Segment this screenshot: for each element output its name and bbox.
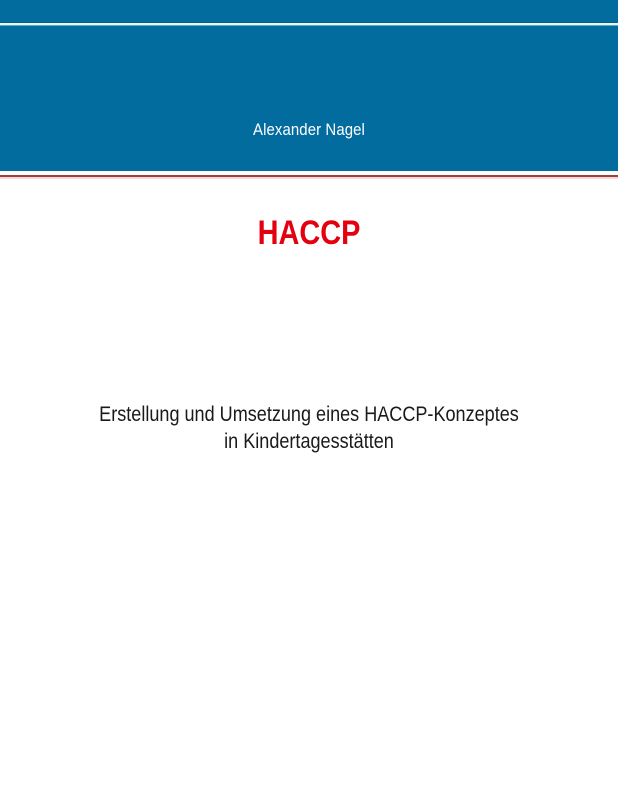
- book-title: HACCP: [257, 214, 361, 252]
- book-subtitle: [43, 401, 574, 455]
- header-rule: [0, 22, 618, 25]
- subtitle-line-1: Erstellung und Umsetzung eines HACCP-Konzeptes: [99, 403, 519, 426]
- separator-rule: [0, 175, 618, 177]
- subtitle-line-2: in Kindertagesstätten: [224, 430, 394, 453]
- author-name: Alexander Nagel: [253, 120, 365, 139]
- cover-header-band: [0, 0, 618, 171]
